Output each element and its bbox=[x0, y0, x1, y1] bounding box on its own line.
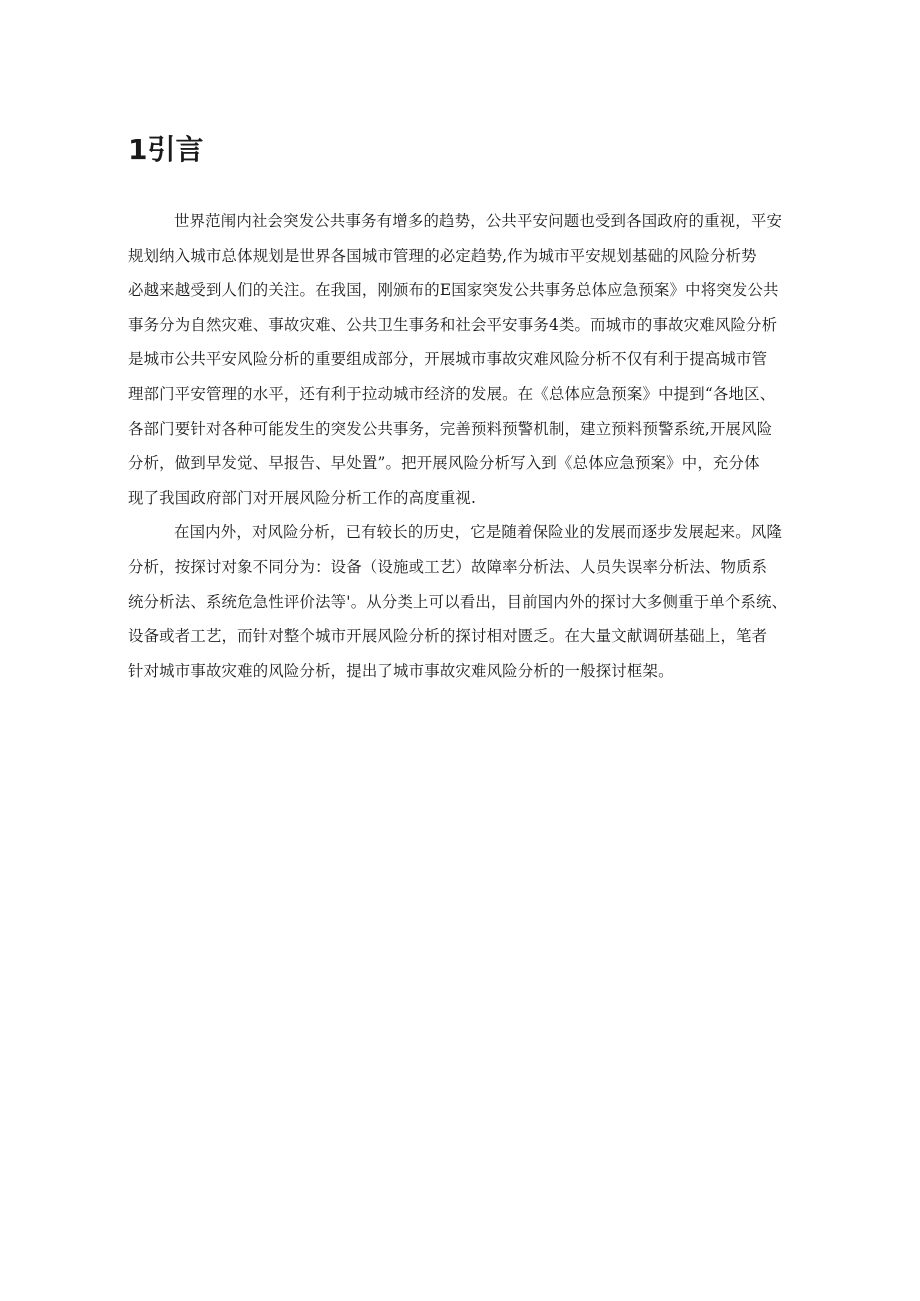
paragraph-line: 各部门要针对各种可能发生的突发公共事务，完善预料预警机制，建立预料预警系统,开展风险 bbox=[128, 419, 773, 438]
paragraph-line: 是城市公共平安风险分析的重要组成部分，开展城市事故灾难风险分析不仅有利于提高城市管 bbox=[128, 350, 768, 369]
section-heading: 1引言 bbox=[128, 133, 204, 166]
paragraph-line: 世界范闱内社会突发公共事务有增多的趋势，公共平安问题也受到各国政府的重视，平安 bbox=[174, 212, 783, 230]
paragraph-line: 理部门平安管理的水平，还有利于拉动城市经济的发展。在《总体应急预案》中提到“各地区、 bbox=[128, 384, 776, 403]
paragraph-1 bbox=[128, 204, 838, 515]
paragraph-line: 规划纳入城市总体规划是世界各国城市管理的必定趋势,作为城市平安规划基础的风险分析势 bbox=[128, 246, 757, 265]
paragraph-line: 现了我国政府部门对开展风险分析工作的高度重视. bbox=[128, 488, 477, 507]
paragraph-line: 设备或者工艺，而针对整个城市开展风险分析的探讨相对匮乏。在大量文献调研基础上，笔者 bbox=[128, 627, 768, 646]
paragraph-line: 分析，按探讨对象不同分为：设备（设施或工艺）故障率分析法、人员失误率分析法、物质系 bbox=[128, 557, 768, 576]
paragraph-line: 分析，做到早发觉、早报告、早处置”。把开展风险分析写入到《总体应急预案》中，充分体 bbox=[128, 454, 760, 473]
paragraph-line: 统分析法、系统危急性评价法等'。从分类上可以看出，目前国内外的探讨大多侧重于单个系统、 bbox=[128, 592, 788, 611]
paragraph-2 bbox=[128, 515, 838, 688]
paragraph-line: 事务分为自然灾难、事故灾难、公共卫生事务和社会平安事务4类。而城市的事故灾难风险分析 bbox=[128, 315, 778, 334]
paragraph-line: 在国内外，对风险分析，已有较长的历史，它是随着保险业的发展而逐步发展起来。风隆 bbox=[174, 523, 783, 542]
paragraph-line: 必越来越受到人们的关注。在我国，刚颁布的E国家突发公共事务总体应急预案》中将突发公共 bbox=[128, 281, 779, 300]
body-text bbox=[128, 204, 838, 688]
paragraph-line: 针对城市事故灾难的风险分析，提出了城市事故灾难风险分析的一般探讨框架。 bbox=[128, 661, 674, 680]
